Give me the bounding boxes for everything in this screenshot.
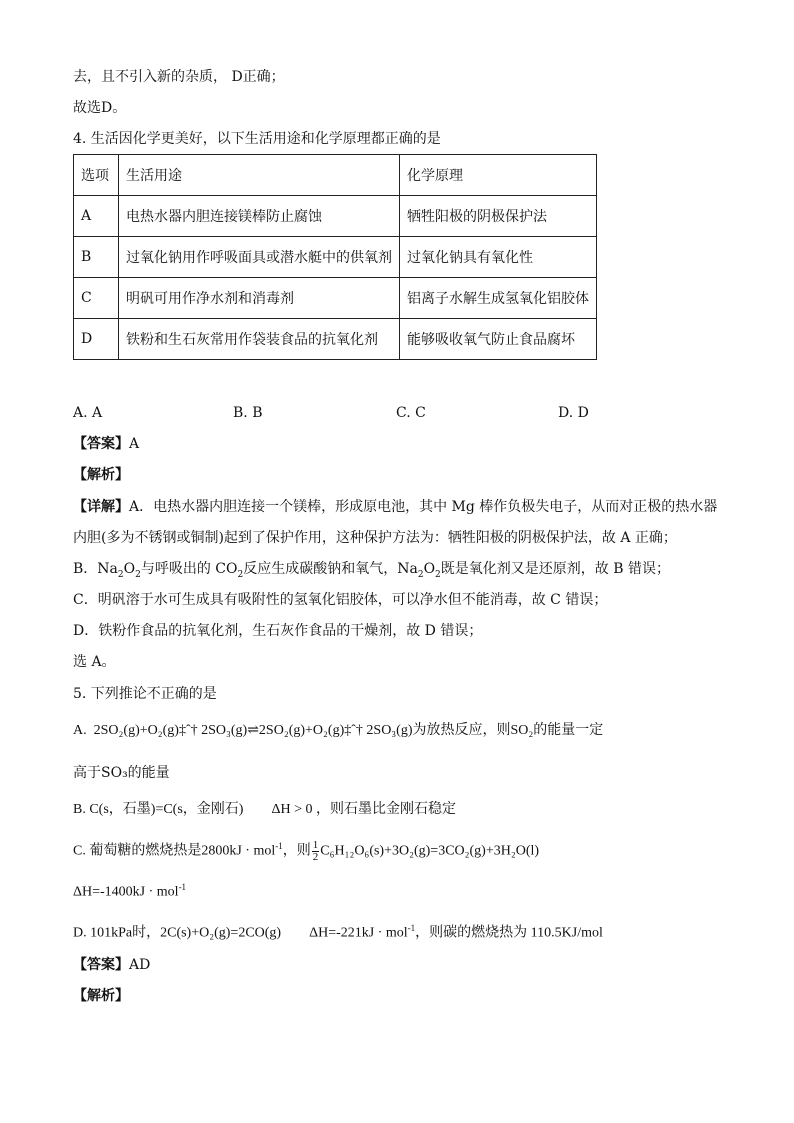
detail-label: 【详解】 [73,499,129,515]
row-usage: 过氧化钠用作呼吸面具或潜水艇中的供氧剂 [119,237,400,278]
detail-b-mid1: 与呼吸出的 CO [140,561,238,577]
choice-c: C. C [396,405,426,421]
detail-b-mid2: 反应生成碳酸钠和氧气，Na [243,561,418,577]
q5-option-a [73,721,603,741]
q4-answer [73,434,139,454]
q4-detail-a-line-1 [73,497,717,517]
sub-2: 2 [117,569,124,580]
q4-detail-a-line-2: 内胆(多为不锈钢或铜制)起到了保护作用，这种保护方法为：牺牲阳极的阴极保护法，故 A 正确； [73,530,677,546]
option-c-mid: ，则 [282,843,311,859]
o-2b: O [423,561,436,577]
sub-2: 2 [417,569,424,580]
option-a-label: A. [73,723,87,738]
detail-b-pre: B．Na [73,561,118,577]
option-c-pre: C. 葡萄糖的燃烧热是2800kJ · mol [73,843,276,859]
option-d-pre: D. 101kPa时，2C(s)+O₂(g)=2CO(g) ΔH=-221kJ · mol [73,925,408,941]
choice-a: A. A [73,405,103,421]
sub-2: 2 [135,569,141,580]
q5-option-a-cont: 高于SO₃的能量 [73,765,170,781]
q4-detail-c: C．明矾溶于水可生成具有吸附性的氢氧化铝胶体，可以净水但不能消毒，故 C 错误； [73,592,608,608]
option-c-equation: C₆H₁₂O₆(s)+3O₂(g)=3CO₂(g)+3H₂O(l) [320,843,540,859]
q4-options-table [73,154,597,360]
answer-value: A [129,436,140,452]
choice-d: D. D [558,405,589,421]
row-usage: 电热水器内胆连接镁棒防止腐蚀 [119,196,400,237]
q5-answer [73,955,150,975]
q4-detail-d: D．铁粉作食品的抗氧化剂，生石灰作食品的干燥剂，故 D 错误； [73,623,483,639]
sup-neg1: -1 [407,923,416,933]
q4-stem: 4. 生活因化学更美好，以下生活用途和化学原理都正确的是 [73,131,441,147]
q5-analysis-label: 【解析】 [73,988,129,1004]
sub-2: 2 [435,569,441,580]
q5-stem: 5. 下列推论不正确的是 [73,686,217,702]
o-2: O [123,561,136,577]
option-c-dh: ΔH=-1400kJ · mol [73,884,179,900]
header-usage: 生活用途 [119,155,400,196]
row-option: B [74,237,119,278]
option-a-equation: 2SO₂(g)+O₂(g)‡ˆ† 2SO₃(g)⇌2SO₂(g)+O₂(g)‡ˆ† 2SO₃(g) [93,723,413,738]
table-row [74,237,597,278]
q5-option-b: B. C(s，石墨)=C(s，金刚石) ΔH > 0 ，则石墨比金刚石稳定 [73,802,456,817]
table-header-row [74,155,597,196]
frac-den: 2 [312,850,319,863]
row-option: D [74,319,119,360]
q5-option-d [73,918,603,944]
answer-value: AD [129,957,151,973]
q5-option-c [73,836,539,863]
detail-b-post: 既是氧化剂又是还原剂，故 B 错误； [440,561,670,577]
row-principle: 铝离子水解生成氢氧化铝胶体 [400,278,597,319]
choice-b: B. B [233,405,263,421]
table-row [74,319,597,360]
q5-option-c-dh [73,877,186,903]
q4-detail-b [73,559,670,585]
sup-neg1: -1 [275,841,283,851]
header-principle: 化学原理 [400,155,597,196]
sub-2: 2 [237,569,244,580]
row-option: C [74,278,119,319]
table-row [74,196,597,237]
row-principle: 过氧化钠具有氧化性 [400,237,597,278]
detail-a-text: A．电热水器内胆连接一个镁棒，形成原电池，其中 Mg 棒作负极失电子，从而对正极的热水器 [129,499,718,515]
answer-label: 【答案】 [73,436,129,452]
answer-label: 【答案】 [73,957,129,973]
header-option: 选项 [74,155,119,196]
sup-neg1: -1 [178,882,187,892]
option-a-text: 为放热反应，则SO₂的能量一定 [412,723,604,738]
intro-line-2: 故选D。 [73,100,127,116]
row-option: A [74,196,119,237]
intro-line-1: 去，且不引入新的杂质， D正确； [73,69,285,85]
row-usage: 明矾可用作净水剂和消毒剂 [119,278,400,319]
row-principle: 能够吸收氧气防止食品腐坏 [400,319,597,360]
option-d-post: ，则碳的燃烧热为 110.5KJ/mol [415,925,603,941]
q4-conclusion: 选 A。 [73,654,116,670]
frac-num: 1 [312,838,319,851]
row-principle: 牺牲阳极的阴极保护法 [400,196,597,237]
fraction-half [312,840,320,863]
table-row [74,278,597,319]
row-usage: 铁粉和生石灰常用作袋装食品的抗氧化剂 [119,319,400,360]
q4-analysis-label: 【解析】 [73,467,129,483]
